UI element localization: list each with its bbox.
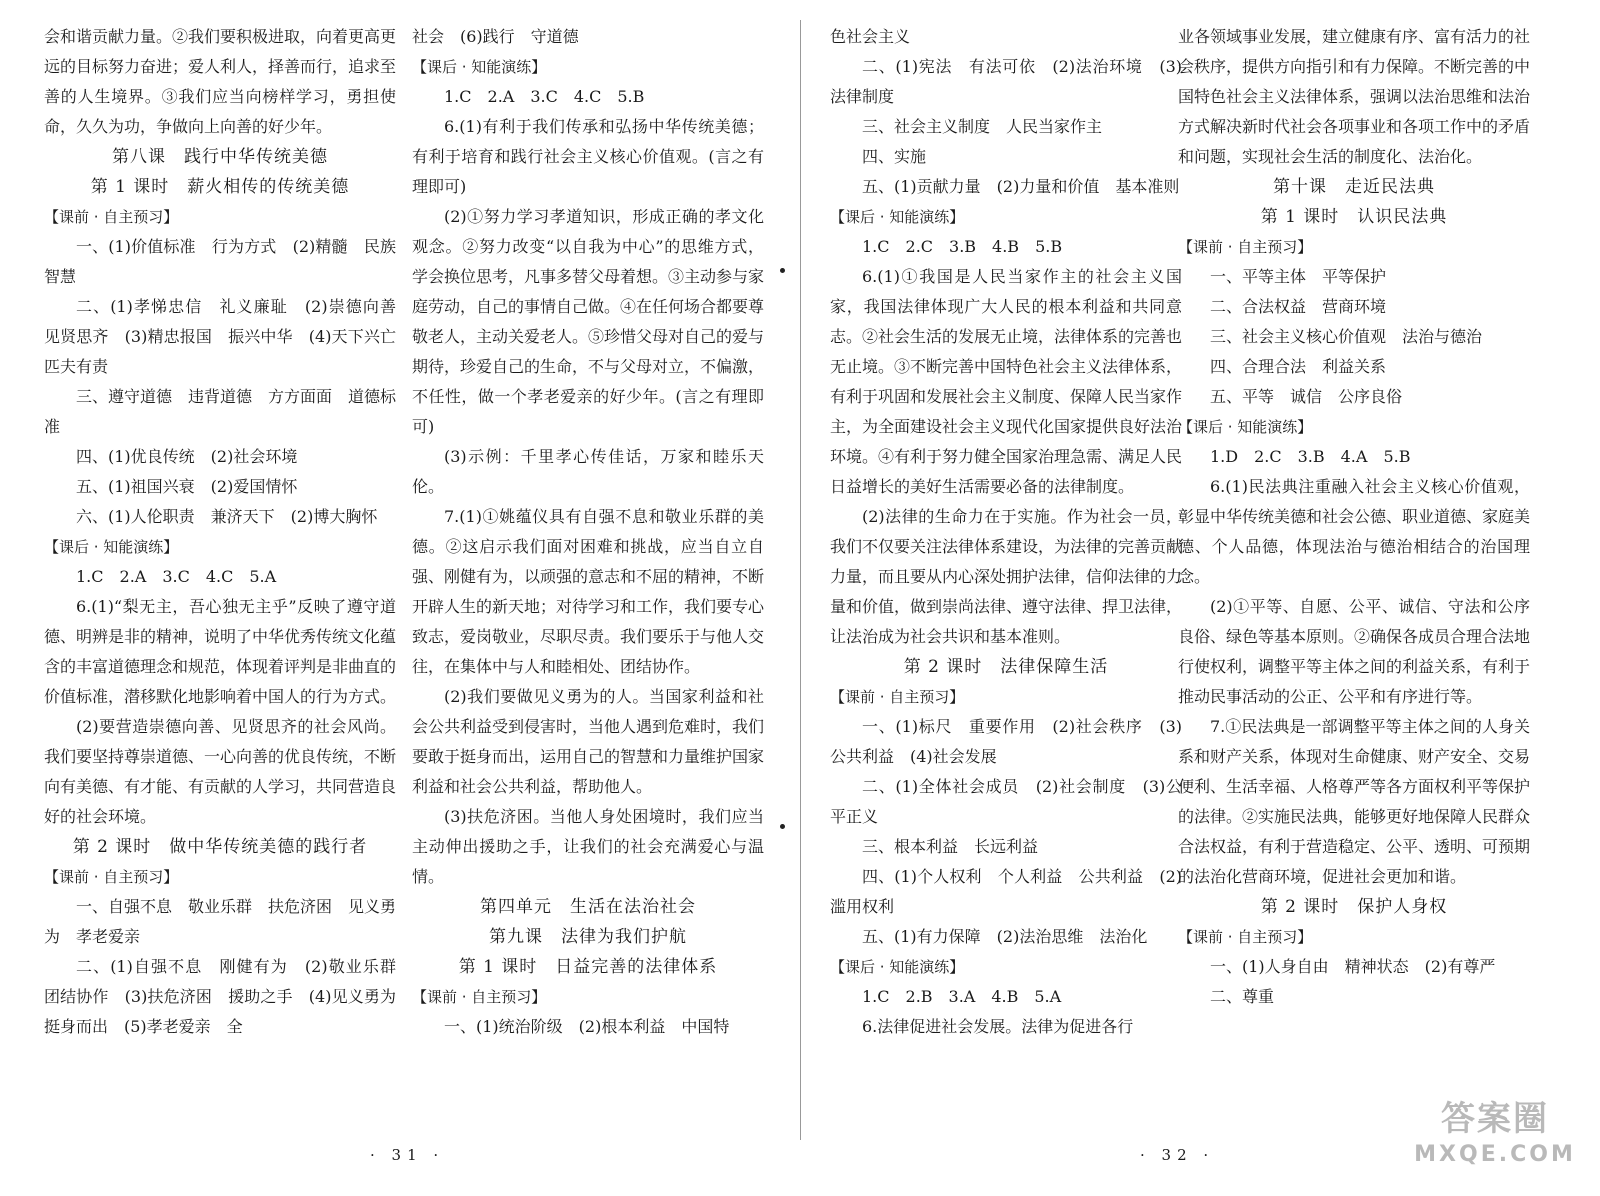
section-label: 【课前 · 自主预习】 — [412, 988, 547, 1006]
section-heading: 第 1 课时 薪火相传的传统美德 — [90, 177, 350, 197]
paragraph: 三、社会主义核心价值观 法治与德治 — [1210, 327, 1483, 346]
paragraph: 1.D 2.C 3.B 4.A 5.B — [1210, 447, 1411, 466]
section-heading: 第 2 课时 保护人身权 — [1260, 897, 1448, 917]
scan-speck — [780, 268, 785, 273]
paragraph: 7.①民法典是一部调整平等主体之间的人身关系和财产关系，体现对生命健康、财产安全、交易便利、生活幸福、人格尊严等各方面权利平等保护的法律。②实施民法典，能够更好地保障人民群众合法权益，有利于营造稳定、公平、透明、可预期的法治化营商环境，促进社会更加和谐。 — [1178, 717, 1531, 886]
section-label: 【课后 · 知能演练】 — [1178, 418, 1313, 436]
paragraph: 6.法律促进社会发展。法律为促进各行 — [862, 1017, 1134, 1036]
paragraph: 一、平等主体 平等保护 — [1210, 267, 1387, 286]
column-2 — [412, 22, 764, 1042]
section-label: 【课后 · 知能演练】 — [412, 58, 547, 76]
page-number-right-value: 32 — [1161, 1146, 1193, 1164]
column-4 — [1178, 22, 1530, 1012]
page-number-right: · 32 · — [1140, 1146, 1215, 1164]
paragraph: (3)示例：千里孝心传佳话，万家和睦乐天伦。 — [412, 447, 764, 496]
paragraph: 五、(1)贡献力量 (2)力量和价值 基本准则 — [862, 177, 1180, 196]
paragraph: 6.(1)有利于我们传承和弘扬中华传统美德；有利于培育和践行社会主义核心价值观。(言之有理即可) — [412, 117, 764, 196]
paragraph: 二、(1)孝悌忠信 礼义廉耻 (2)崇德向善 见贤思齐 (3)精忠报国 振兴中华 (4)天下兴亡 匹夫有责 — [44, 297, 413, 376]
paragraph: 五、平等 诚信 公序良俗 — [1210, 387, 1403, 406]
section-label: 【课后 · 知能演练】 — [830, 958, 965, 976]
page-number-left-value: 31 — [391, 1146, 423, 1164]
paragraph: (2)①平等、自愿、公平、诚信、守法和公序良俗、绿色等基本原则。②确保各成员合理合法地行使权利，调整平等主体之间的利益关系，有利于推动民事活动的公正、公平和有序进行等。 — [1178, 597, 1531, 706]
section-heading: 第四单元 生活在法治社会 — [480, 897, 696, 917]
column-3 — [830, 22, 1182, 1042]
paragraph: 四、实施 — [862, 147, 927, 166]
column-1 — [44, 22, 413, 1042]
paragraph: 三、遵守道德 违背道德 方方面面 道德标准 — [44, 387, 397, 436]
paragraph: 五、(1)祖国兴衰 (2)爱国情怀 — [76, 477, 298, 496]
section-heading: 第 2 课时 法律保障生活 — [903, 657, 1109, 677]
paragraph: (2)要营造崇德向善、见贤思齐的社会风尚。我们要坚持尊崇道德、一心向善的优良传统，不断向有美德、有才能、有贡献的人学习，共同营造良好的社会环境。 — [44, 717, 397, 826]
paragraph: 1.C 2.B 3.A 4.B 5.A — [862, 987, 1062, 1006]
section-label: 【课前 · 自主预习】 — [1178, 928, 1313, 946]
paragraph: 三、根本利益 长远利益 — [862, 837, 1039, 856]
paragraph: 二、(1)自强不息 刚健有为 (2)敬业乐群 团结协作 (3)扶危济困 援助之手 (4)见义勇为 挺身而出 (5)孝老爱亲 全 — [44, 957, 413, 1036]
section-heading: 第八课 践行中华传统美德 — [112, 147, 328, 167]
paragraph: 五、(1)有力保障 (2)法治思维 法治化 — [862, 927, 1148, 946]
section-heading: 第十课 走近民法典 — [1273, 177, 1435, 197]
paragraph: 二、(1)全体社会成员 (2)社会制度 (3)公平正义 — [830, 777, 1182, 826]
paragraph: 一、(1)人身自由 精神状态 (2)有尊严 — [1210, 957, 1496, 976]
paragraph: 一、自强不息 敬业乐群 扶危济困 见义勇为 孝老爱亲 — [44, 897, 397, 946]
paragraph: (3)扶危济困。当他人身处困境时，我们应当主动伸出援助之手，让我们的社会充满爱心与温情。 — [412, 807, 764, 886]
section-label: 【课前 · 自主预习】 — [830, 688, 965, 706]
section-heading: 第 2 课时 做中华传统美德的践行者 — [72, 837, 368, 857]
watermark-line2: MXQE.COM — [1414, 1142, 1576, 1167]
watermark-logo — [1400, 1096, 1590, 1186]
paragraph: 7.(1)①姚蕴仪具有自强不息和敬业乐群的美德。②这启示我们面对困难和挑战，应当自立自强、刚健有为，以顽强的意志和不屈的精神，不断开辟人生的新天地；对待学习和工作，我们要专心致志，爱岗敬业，尽职尽责。我们要乐于与他人交往，在集体中与人和睦相处、团结协作。 — [412, 507, 765, 676]
paragraph: 四、合理合法 利益关系 — [1210, 357, 1387, 376]
paragraph: 三、社会主义制度 人民当家作主 — [862, 117, 1103, 136]
continued-text: 色社会主义 — [830, 27, 911, 46]
continued-text: 会和谐贡献力量。②我们要积极进取，向着更高更远的目标努力奋进；爱人利人，择善而行，追求至善的人生境界。③我们应当向榜样学习，勇担使命，久久为功，争做向上向善的好少年。 — [44, 27, 397, 136]
paragraph: 四、(1)优良传统 (2)社会环境 — [76, 447, 298, 466]
section-heading: 第 1 课时 日益完善的法律体系 — [458, 957, 718, 977]
section-heading: 第九课 法律为我们护航 — [489, 927, 687, 947]
paragraph: 1.C 2.A 3.C 4.C 5.A — [76, 567, 277, 586]
paragraph: (2)我们要做见义勇为的人。当国家利益和社会公共利益受到侵害时，当他人遇到危难时，我们要敢于挺身而出，运用自己的智慧和力量维护国家利益和社会公共利益，帮助他人。 — [412, 687, 765, 796]
section-label: 【课前 · 自主预习】 — [44, 868, 179, 886]
continued-text: 社会 (6)践行 守道德 — [412, 27, 579, 46]
page-gutter — [800, 20, 801, 1140]
paragraph: (2)法律的生命力在于实施。作为社会一员，我们不仅要关注法律体系建设，为法律的完善贡献力量，而且要从内心深处拥护法律，信仰法律的力量和价值，做到崇尚法律、遵守法律、捍卫法律，让法治成为社会共识和基本准则。 — [830, 507, 1183, 646]
paragraph: 二、尊重 — [1210, 987, 1275, 1006]
paragraph: 1.C 2.C 3.B 4.B 5.B — [862, 237, 1063, 256]
section-label: 【课后 · 知能演练】 — [830, 208, 965, 226]
scan-speck — [780, 824, 785, 829]
continued-text: 业各领域事业发展，建立健康有序、富有活力的社会秩序，提供方向指引和有力保障。不断完善的中国特色社会主义法律体系，强调以法治思维和法治方式解决新时代社会各项事业和各项工作中的矛盾和问题，实现社会生活的制度化、法治化。 — [1178, 27, 1531, 166]
paragraph: 四、(1)个人权利 个人利益 公共利益 (2)滥用权利 — [830, 867, 1182, 916]
watermark-line1: 答案圈 — [1441, 1099, 1549, 1139]
paragraph: 1.C 2.A 3.C 4.C 5.B — [444, 87, 645, 106]
paragraph: 一、(1)统治阶级 (2)根本利益 中国特 — [444, 1017, 730, 1036]
paragraph: 六、(1)人伦职责 兼济天下 (2)博大胸怀 — [76, 507, 378, 526]
paragraph: (2)①努力学习孝道知识，形成正确的孝文化观念。②努力改变“以自我为中心”的思维方式，学会换位思考，凡事多替父母着想。③主动参与家庭劳动，自己的事情自己做。④在任何场合都要尊敬老人，主动关爱老人。⑤珍惜父母对自己的爱与期待，珍爱自己的生命，不与父母对立，不偏激，不任性，做一个孝老爱亲的好少年。(言之有理即可) — [412, 207, 765, 436]
paragraph: 6.(1)①我国是人民当家作主的社会主义国家，我国法律体现广大人民的根本利益和共同意志。②社会生活的发展无止境，法律体系的完善也无止境。③不断完善中国特色社会主义法律体系，有利于巩固和发展社会主义制度、保障人民当家作主，为全面建设社会主义现代化国家提供良好法治环境。④有利于努力健全国家治理急需、满足人民日益增长的美好生活需要必备的法律制度。 — [830, 267, 1183, 496]
paragraph: 一、(1)标尺 重要作用 (2)社会秩序 (3)公共利益 (4)社会发展 — [830, 717, 1182, 766]
section-label: 【课前 · 自主预习】 — [44, 208, 179, 226]
paragraph: 二、(1)宪法 有法可依 (2)法治环境 (3)法律制度 — [830, 57, 1182, 106]
paragraph: 6.(1)“梨无主，吾心独无主乎”反映了遵守道德、明辨是非的精神，说明了中华优秀传统文化蕴含的丰富道德理念和规范，体现着评判是非曲直的价值标准，潜移默化地影响着中国人的行为方式。 — [44, 597, 397, 706]
section-heading: 第 1 课时 认识民法典 — [1260, 207, 1448, 227]
paragraph: 6.(1)民法典注重融入社会主义核心价值观，彰显中华传统美德和社会公德、职业道德、家庭美德、个人品德，体现法治与德治相结合的治国理念。 — [1178, 477, 1531, 586]
page-number-left: · 31 · — [370, 1146, 445, 1164]
section-label: 【课后 · 知能演练】 — [44, 538, 179, 556]
paragraph: 一、(1)价值标准 行为方式 (2)精髓 民族智慧 — [44, 237, 396, 286]
section-label: 【课前 · 自主预习】 — [1178, 238, 1313, 256]
paragraph: 二、合法权益 营商环境 — [1210, 297, 1387, 316]
